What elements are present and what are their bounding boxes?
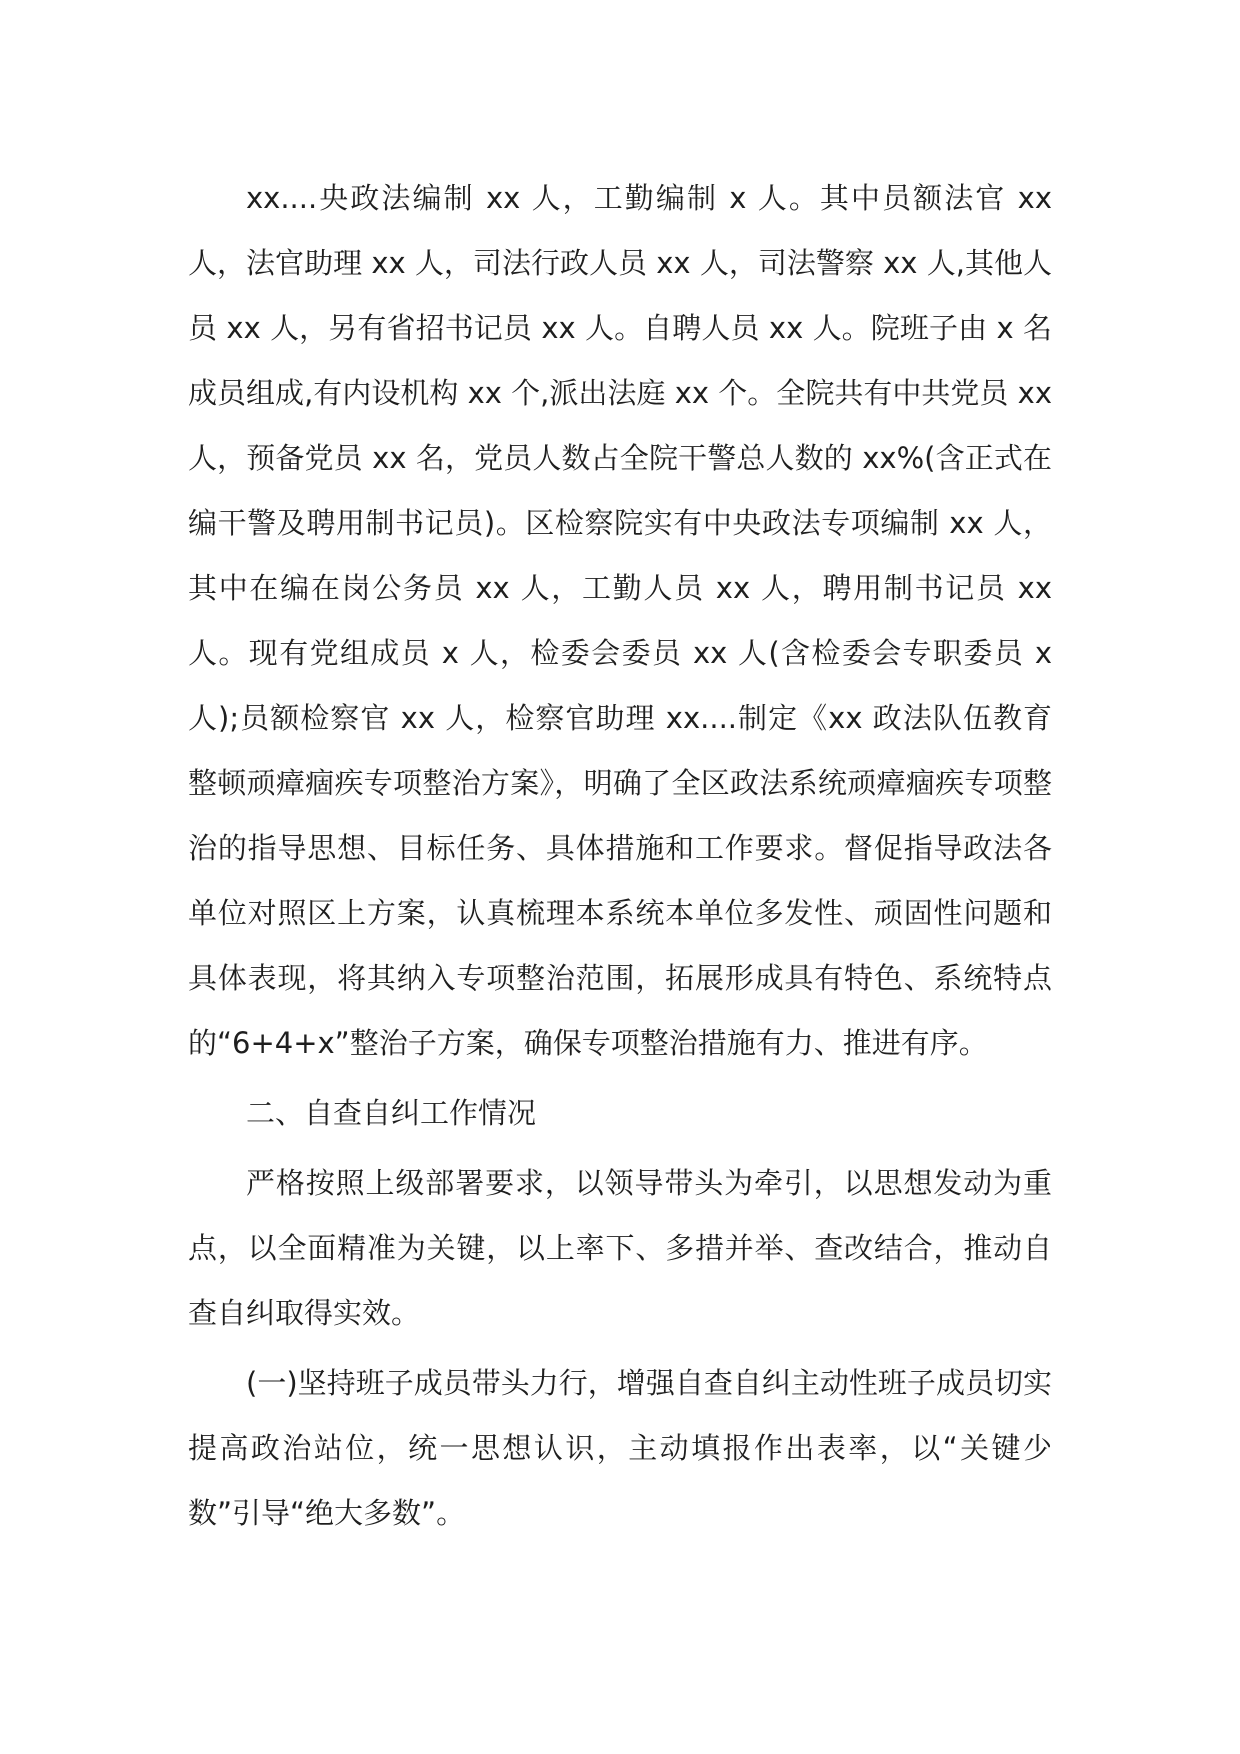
body-paragraph: 严格按照上级部署要求，以领导带头为牵引，以思想发动为重点，以全面精准为关键，以上率下、多措并举、查改结合，推动自查自纠取得实效。 [188,1166,1052,1330]
section-heading: 二、自查自纠工作情况 [246,1096,537,1130]
body-paragraph: (一)坚持班子成员带头力行，增强自查自纠主动性班子成员切实提高政治站位，统一思想认识，主动填报作出表率，以“关键少数”引导“绝大多数”。 [188,1366,1052,1530]
body-paragraph: xx....央政法编制 xx 人，工勤编制 x 人。其中员额法官 xx 人，法官助理 xx 人，司法行政人员 xx 人，司法警察 xx 人,其他人员 xx 人，另有省招书记员 xx 人。自聘人员 xx 人。院班子由 x 名成员组成,有内设机构 xx 个,派出法庭 xx 个。全院共有中共党员 xx 人，预备党员 xx 名，党员人数占全院干警总人数的 xx%(含正式在编干警及聘用制书记员)。区检察院实有中央政法专项编制 xx 人，其中在编在岗公务员 xx 人，工勤人员 xx 人，聘用制书记员 xx 人。现有党组成员 x 人，检委会委员 xx 人(含检委会专职委员 x 人);员额检察官 xx 人，检察官助理 xx....制定《xx 政法队伍教育整顿顽瘴痼疾专项整治方案》，明确了全区政法系统顽瘴痼疾专项整治的指导思想、目标任务、具体措施和工作要求。督促指导政法各单位对照区上方案，认真梳理本系统本单位多发性、顽固性问题和具体表现，将其纳入专项整治范围，拓展形成具有特色、系统特点的“6+4+x”整治子方案，确保专项整治措施有力、推进有序。 [188,181,1052,1060]
document-body [188,166,1052,1551]
